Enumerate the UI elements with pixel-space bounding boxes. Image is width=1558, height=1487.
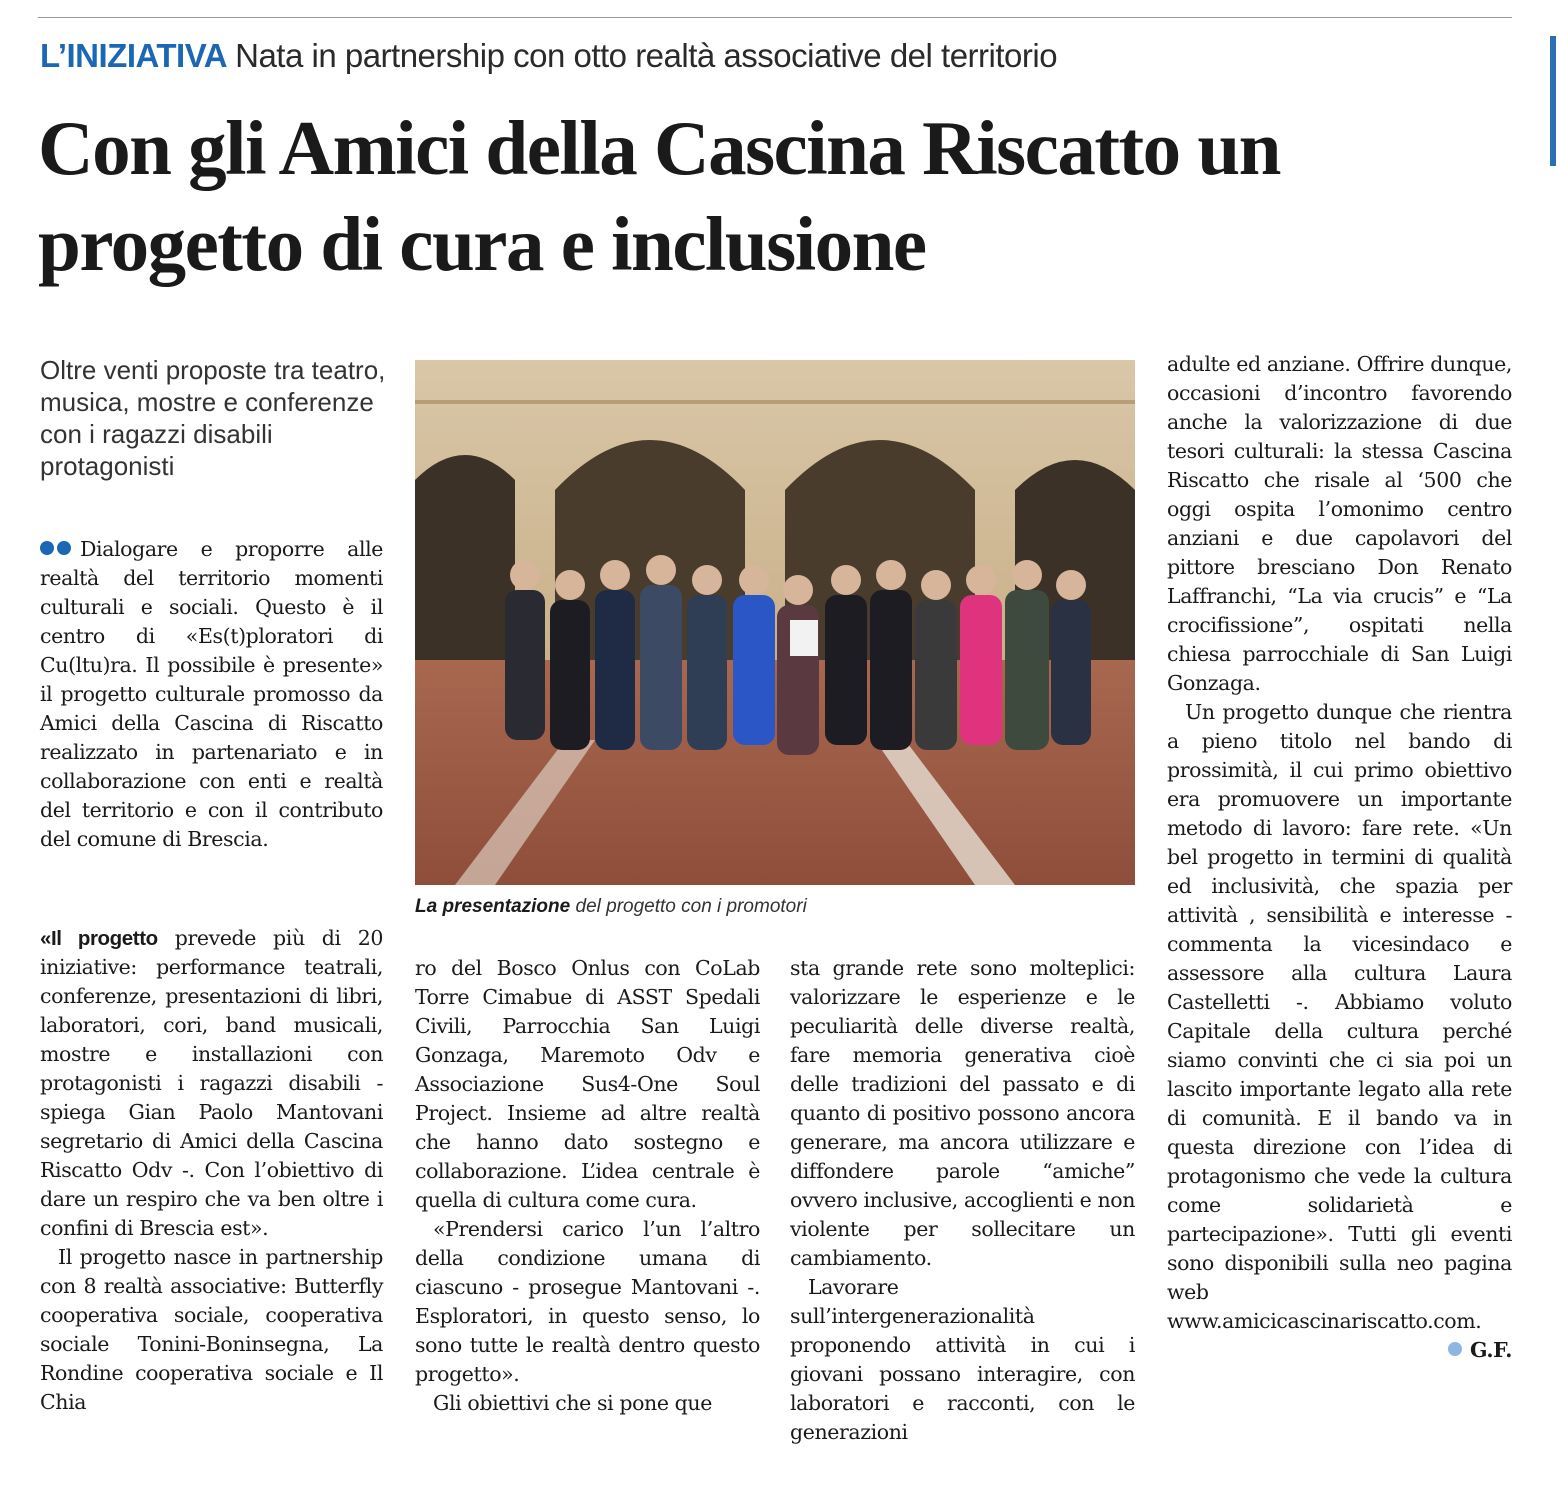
paragraph-5-end: sta grande rete sono molteplici: valorizzare le esperienze e le peculiarità delle diverse realtà, fare memoria generativa cioè delle tradizioni del passato e di quanto di positivo possono ancora generare, ma ancora utilizzare e diffondere parole “amiche” ovvero inclusive, accoglienti e non violente per sollecitare un cambiamento. <box>790 956 1135 1270</box>
headline: Con gli Amici della Cascina Riscatto un progetto di cura e inclusione <box>38 105 1281 287</box>
paragraph-1: Dialogare e proporre alle realtà del territorio momenti culturali e sociali. Questo è il centro di «Es(t)ploratori di Cu(ltu)ra. Il possibile è presente» il progetto culturale promosso da Amici della Cascina di Riscatto realizzato in partenariato e in collaborazione con enti e realtà del territorio e con il contributo del comune di Brescia. <box>40 537 383 851</box>
paragraph-7: Un progetto dunque che rientra a pieno titolo nel bando di prossimità, il cui primo obiettivo era promuovere un importante metodo di lavoro: fare rete. «Un bel progetto in termini di qualità ed inclusività, che spazia per attività , sensibilità e interesse - commenta la vicesindaco e assessore alla cultura Laura Castelletti -. Abbiamo voluto Capitale della cultura perché siamo convinti che ci sia poi un lascito importante legato alla rete di comunità. E il bando va in questa direzione con l’idea di protagonismo che vede la cultura come solidarietà e partecipazione». Tutti gli eventi sono disponibili sulla neo pagina web www.amicicascinariscatto.com. <box>1167 700 1512 1333</box>
column-1-body <box>40 924 383 1417</box>
deck-summary: Oltre venti proposte tra teatro, musica, mostre e conferenze con i ragazzi disabili protagonisti <box>40 355 386 481</box>
caption-bold: La presentazione <box>415 896 571 917</box>
lead-in: «Il progetto <box>40 927 158 950</box>
column-4 <box>1167 350 1512 1365</box>
signature-text: G.F. <box>1470 1338 1512 1362</box>
column-1-intro <box>40 535 383 854</box>
paragraph-6-start: Lavorare sull’intergenerazionalità proponendo attività in cui i giovani possano interagire, con laboratori e racconti, con le generazioni <box>790 1275 1135 1444</box>
group-photo <box>415 360 1135 885</box>
page-edge-marker <box>1550 36 1556 166</box>
kicker-text: Nata in partnership con otto realtà associative del territorio <box>235 37 1058 74</box>
column-3 <box>790 954 1135 1447</box>
paragraph-marker-icon <box>40 535 80 564</box>
paragraph-2: prevede più di 20 iniziative: performance teatrali, conferenze, presentazioni di libri, laboratori, cori, band musicali, mostre e installazioni con protagonisti i ragazzi disabili - spiega Gian Paolo Mantovani segretario di Amici della Cascina Riscatto Odv -. Con l’obiettivo di dare un respiro che va ben oltre i confini di Brescia est». <box>40 926 383 1240</box>
paragraph-3-end: ro del Bosco Onlus con CoLab Torre Cimabue di ASST Spedali Civili, Parrocchia San Luigi Gonzaga, Maremoto Odv e Associazione Sus4-One Soul Project. Insieme ad altre realtà che hanno dato sostegno e collaborazione. L’idea centrale è quella di cultura come cura. <box>415 956 760 1212</box>
signature-dot-icon <box>1448 1342 1462 1356</box>
top-rule <box>38 17 1512 18</box>
group-photo-illustration <box>415 360 1135 885</box>
column-2 <box>415 954 760 1418</box>
paragraph-6-end: adulte ed anziane. Offrire dunque, occasioni d’incontro favorendo anche la valorizzazione di due tesori culturali: la stessa Cascina Riscatto che risale al ‘500 che oggi ospita l’omonimo centro anziani e due capolavori del pittore bresciano Don Renato Laffranchi, “La via crucis” e “La crocifissione”, ospitati nella chiesa parrocchiale di San Luigi Gonzaga. <box>1167 352 1512 695</box>
paragraph-3-start: Il progetto nasce in partnership con 8 realtà associative: Butterfly cooperativa sociale, cooperativa sociale Tonini-Boninsegna, La Rondine cooperativa sociale e Il Chia <box>40 1245 383 1414</box>
photo-caption <box>415 894 1135 920</box>
author-signature <box>1430 1336 1512 1365</box>
kicker <box>40 34 1057 78</box>
kicker-label: L’INIZIATIVA <box>40 37 228 74</box>
paragraph-5-start: Gli obiettivi che si pone que <box>433 1391 712 1415</box>
caption-text: del progetto con i promotori <box>570 896 807 917</box>
paragraph-4: «Prendersi carico l’un l’altro della condizione umana di ciascuno - prosegue Mantovani -. Esploratori, in questo senso, lo sono tutte le realtà dentro questo progetto». <box>415 1217 760 1386</box>
